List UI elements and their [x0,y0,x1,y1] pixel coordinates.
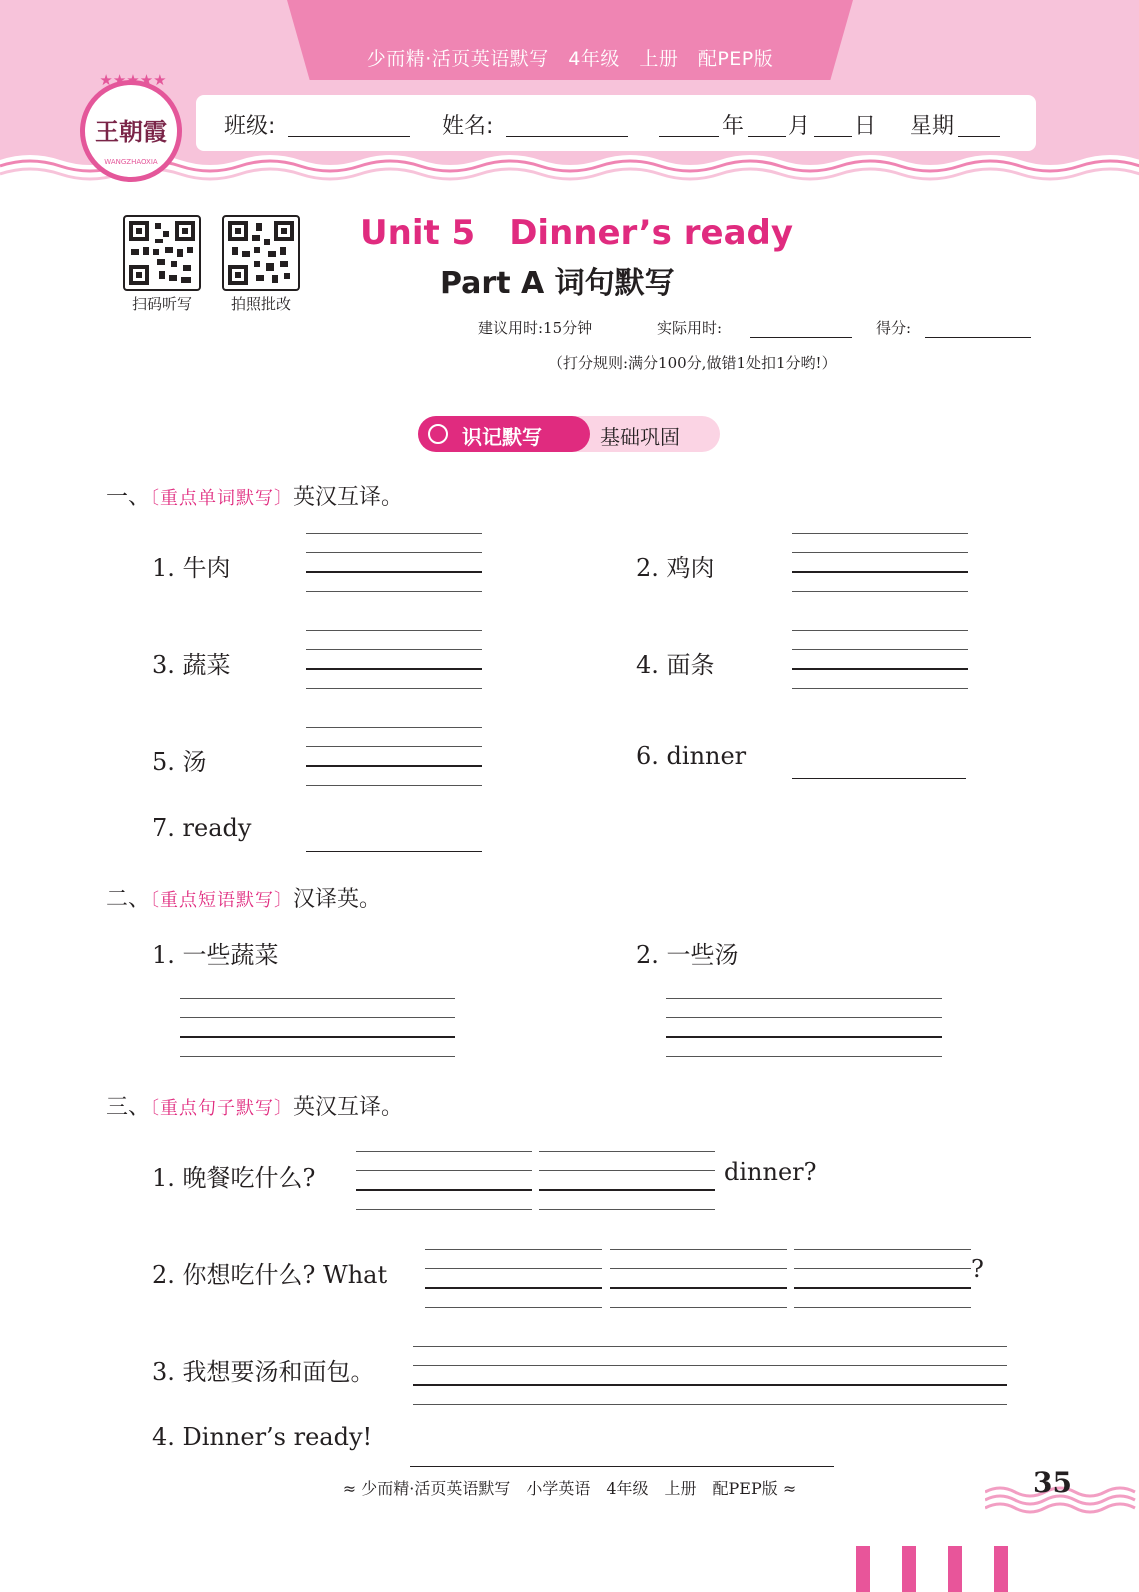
part-title: Part A 词句默写 [440,266,675,301]
s2-item-2: 2. 一些汤 [636,941,739,969]
s3-answer-3[interactable] [413,1346,1007,1405]
s1-item-5: 5. 汤 [152,748,207,776]
thumb-index-bar [994,1546,1008,1592]
qr-code-grade[interactable] [222,215,300,291]
section3-number: 三、 [106,1095,151,1120]
series-title: 少而精·活页英语默写 4年级 上册 配PEP版 [366,48,774,70]
s3-item-2: 2. 你想吃什么? What [152,1261,388,1289]
s1-answer-5[interactable] [306,727,482,786]
s3-item-1: 1. 晚餐吃什么? [152,1164,316,1192]
s3-answer-4[interactable] [410,1466,834,1467]
s1-answer-3[interactable] [306,630,482,689]
badge-primary-text: 识记默写 [462,425,542,449]
section1-tag: 〔重点单词默写〕 [150,488,294,509]
s3-answer-2c[interactable] [794,1249,971,1308]
s1-item-4: 4. 面条 [636,651,715,679]
month-label: 月 [788,114,811,139]
section1-instruction: 英汉互译。 [293,485,404,510]
section1-heading [106,480,403,511]
section3-instruction: 英汉互译。 [293,1095,404,1120]
month-field[interactable] [748,136,786,137]
s1-item-6: 6. dinner [636,742,747,770]
s1-answer-1[interactable] [306,533,482,592]
logo-stars: ★★★★★ [99,71,167,89]
section2-heading [106,882,381,913]
s2-item-1: 1. 一些蔬菜 [152,941,279,969]
section2-number: 二、 [106,887,151,912]
logo-text: 王朝霞 [95,117,167,146]
thumb-index-bar [902,1546,916,1592]
section2-tag: 〔重点短语默写〕 [150,890,294,911]
s1-item-1: 1. 牛肉 [152,554,231,582]
thumb-index-bar [856,1546,870,1592]
year-field[interactable] [659,136,719,137]
s1-answer-4[interactable] [792,630,968,689]
class-label: 班级: [224,114,276,139]
qr-code-listen[interactable] [123,215,201,291]
student-info-bar [196,95,1036,151]
day-field[interactable] [814,136,852,137]
s3-item-3: 3. 我想要汤和面包。 [152,1358,375,1386]
s3-item-2-suffix: ? [971,1255,984,1283]
name-label: 姓名: [442,114,494,139]
suggested-time: 建议用时:15分钟 [478,319,593,337]
s2-answer-1[interactable] [180,998,455,1057]
qr-label-grade: 拍照批改 [230,295,291,313]
score-field[interactable] [925,337,1031,338]
day-label: 日 [854,114,877,139]
s3-answer-1b[interactable] [539,1151,715,1210]
s3-answer-1a[interactable] [356,1151,532,1210]
section2-instruction: 汉译英。 [293,887,382,912]
section3-tag: 〔重点句子默写〕 [150,1098,294,1119]
s1-answer-6[interactable] [792,778,966,779]
s1-answer-7[interactable] [306,851,482,852]
s3-answer-2a[interactable] [425,1249,602,1308]
unit-title: Unit 5 Dinner’s ready [360,213,794,253]
section1-number: 一、 [106,485,151,510]
medal-icon [428,424,448,444]
actual-time-field[interactable] [750,337,852,338]
s3-item-4: 4. Dinner’s ready! [152,1423,373,1451]
section3-heading [106,1090,403,1121]
scoring-rule: （打分规则:满分100分,做错1处扣1分哟!） [548,354,837,372]
week-label: 星期 [910,114,955,139]
name-field[interactable] [506,136,628,137]
s3-answer-2b[interactable] [610,1249,787,1308]
s1-answer-2[interactable] [792,533,968,592]
s1-item-3: 3. 蔬菜 [152,651,231,679]
s3-item-1-suffix: dinner? [724,1158,817,1186]
footer-text: ≈ 少而精·活页英语默写 小学英语 4年级 上册 配PEP版 ≈ [342,1479,797,1498]
logo-ring-text: WANGZHAOXIA [104,158,158,166]
page-number: 35 [1033,1466,1072,1499]
thumb-index-bar [948,1546,962,1592]
s1-item-7: 7. ready [152,814,252,842]
year-label: 年 [722,114,745,139]
score-label: 得分: [876,319,912,337]
class-field[interactable] [288,136,410,137]
badge-secondary-text: 基础巩固 [600,425,680,449]
week-field[interactable] [958,136,1000,137]
qr-label-listen: 扫码听写 [131,295,192,313]
s2-answer-2[interactable] [666,998,942,1057]
s1-item-2: 2. 鸡肉 [636,554,715,582]
actual-time-label: 实际用时: [657,319,723,337]
